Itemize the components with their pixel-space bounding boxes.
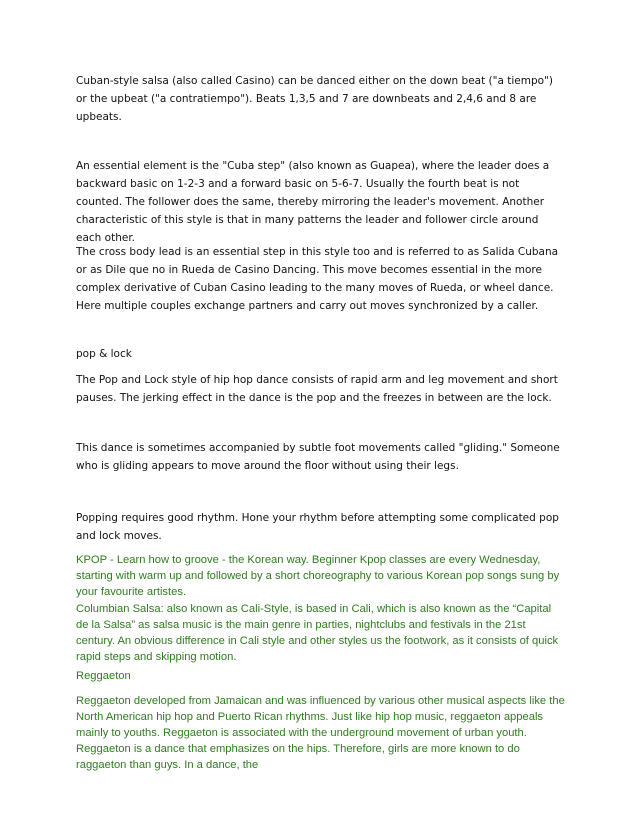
heading-reggaeton: Reggaeton bbox=[76, 670, 131, 682]
heading-pop-and-lock: pop & lock bbox=[76, 348, 132, 360]
paragraph-popping-rhythm: Popping requires good rhythm. Hone your rhythm before attempting some complicated pop and lock moves. bbox=[76, 512, 559, 542]
paragraph-cross-body-lead: The cross body lead is an essential step in this style too and is referred to as Salida Cubana or as Dile que no in Rueda de Casino Dancing. This move becomes essential in the more complex derivative of Cuban Casino leading to the many moves of Rueda, or wheel dance. Here multiple couples exchange partners and carry out moves synchronized by a caller. bbox=[76, 246, 559, 312]
paragraph-columbian-salsa: Columbian Salsa: also known as Cali-Style, is based in Cali, which is also known as the “Capital de la Salsa” as salsa music is the main genre in parties, nightclubs and festivals in the 21st century. An obvious difference in Cali style and other styles us the footwork, as it consists of quick rapid steps and skipping motion. bbox=[76, 603, 559, 663]
paragraph-reggaeton: Reggaeton developed from Jamaican and was influenced by various other musical aspects like the North American hip hop and Puerto Rican rhythms. Just like hip hop music, reggaeton appeals mainly to youths. Reggaeton is associated with the underground movement of urban youth. Reggaeton is a dance that emphasizes on the hips. Therefore, girls are more known to do raggaeton than guys. In a dance, the bbox=[76, 695, 565, 771]
paragraph-cuba-step: An essential element is the "Cuba step" (also known as Guapea), where the leader does a backward basic on 1-2-3 and a forward basic on 5-6-7. Usually the fourth beat is not counted. The follower does the same, thereby mirroring the leader's movement. Another characteristic of this style is that in many patterns the leader and follower circle around each other. bbox=[76, 160, 550, 244]
paragraph-pop-and-lock-style: The Pop and Lock style of hip hop dance consists of rapid arm and leg movement and short pauses. The jerking effect in the dance is the pop and the freezes in between are the lock. bbox=[76, 374, 558, 404]
paragraph-gliding: This dance is sometimes accompanied by subtle foot movements called "gliding." Someone who is gliding appears to move around the floor without using their legs. bbox=[76, 442, 560, 472]
paragraph-kpop: KPOP - Learn how to groove - the Korean way. Beginner Kpop classes are every Wednesday, starting with warm up and followed by a short choreography to various Korean pop songs sung by your favourite artistes. bbox=[76, 554, 560, 598]
paragraph-cuban-salsa-beats: Cuban-style salsa (also called Casino) can be danced either on the down beat ("a tiempo") or the upbeat ("a contratiempo"). Beats 1,3,5 and 7 are downbeats and 2,4,6 and 8 are upbeats. bbox=[76, 75, 553, 123]
